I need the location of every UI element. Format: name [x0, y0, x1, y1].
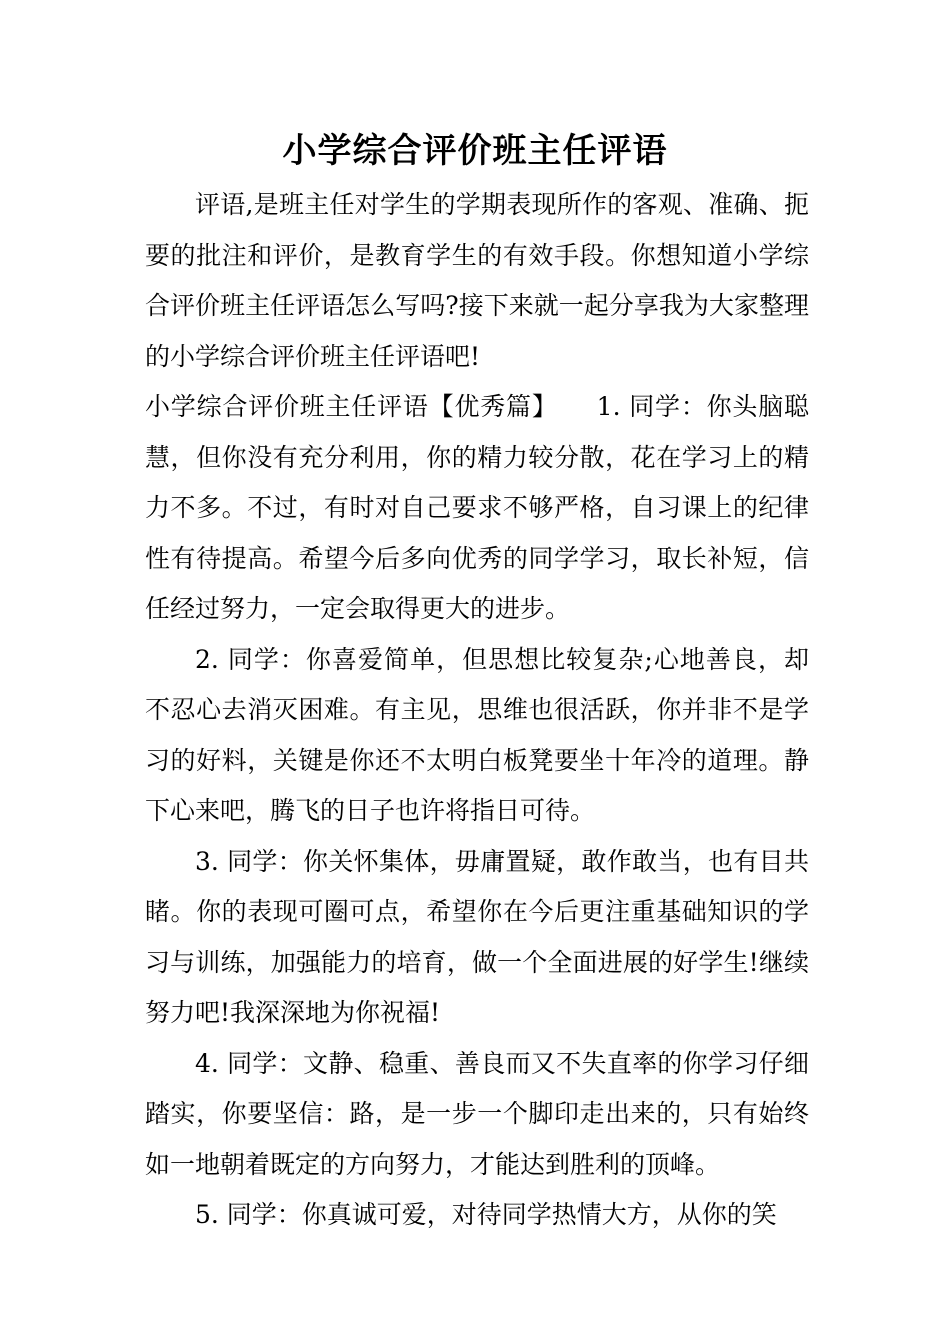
comment-paragraph-5: 5. 同学：你真诚可爱，对待同学热情大方，从你的笑 [195, 1200, 777, 1229]
comment-paragraph-4: 4. 同学：文静、稳重、善良而又不失直率的你学习仔细踏实，你要坚信：路，是一步一个脚印走出来的，只有始终如一地朝着既定的方向努力，才能达到胜利的顶峰。 [145, 1048, 809, 1179]
comment-paragraph-2: 2. 同学：你喜爱简单，但思想比较复杂;心地善良，却不忍心去消灭困难。有主见，思维也很活跃，你并非不是学习的好料，关键是你还不太明白板凳要坐十年冷的道理。静下心来吧，腾飞的日子也许将指日可待。 [145, 644, 809, 825]
document-body [145, 180, 809, 1241]
comment-paragraph-1: 小学综合评价班主任评语【优秀篇】 1. 同学：你头脑聪慧，但你没有充分利用，你的精力较分散，花在学习上的精力不多。不过，有时对自己要求不够严格，自习课上的纪律性有待提高。希望今后多向优秀的同学学习，取长补短，信任经过努力，一定会取得更大的进步。 [145, 392, 809, 623]
comment-paragraph-3: 3. 同学：你关怀集体，毋庸置疑，敢作敢当，也有目共睹。你的表现可圈可点，希望你在今后更注重基础知识的学习与训练，加强能力的培育，做一个全面进展的好学生!继续努力吧!我深深地为你祝福! [145, 846, 809, 1027]
intro-paragraph: 评语,是班主任对学生的学期表现所作的客观、准确、扼要的批注和评价，是教育学生的有效手段。你想知道小学综合评价班主任评语怎么写吗?接下来就一起分享我为大家整理的小学综合评价班主任评语吧! [145, 190, 809, 371]
document-title: 小学综合评价班主任评语 [282, 131, 668, 171]
